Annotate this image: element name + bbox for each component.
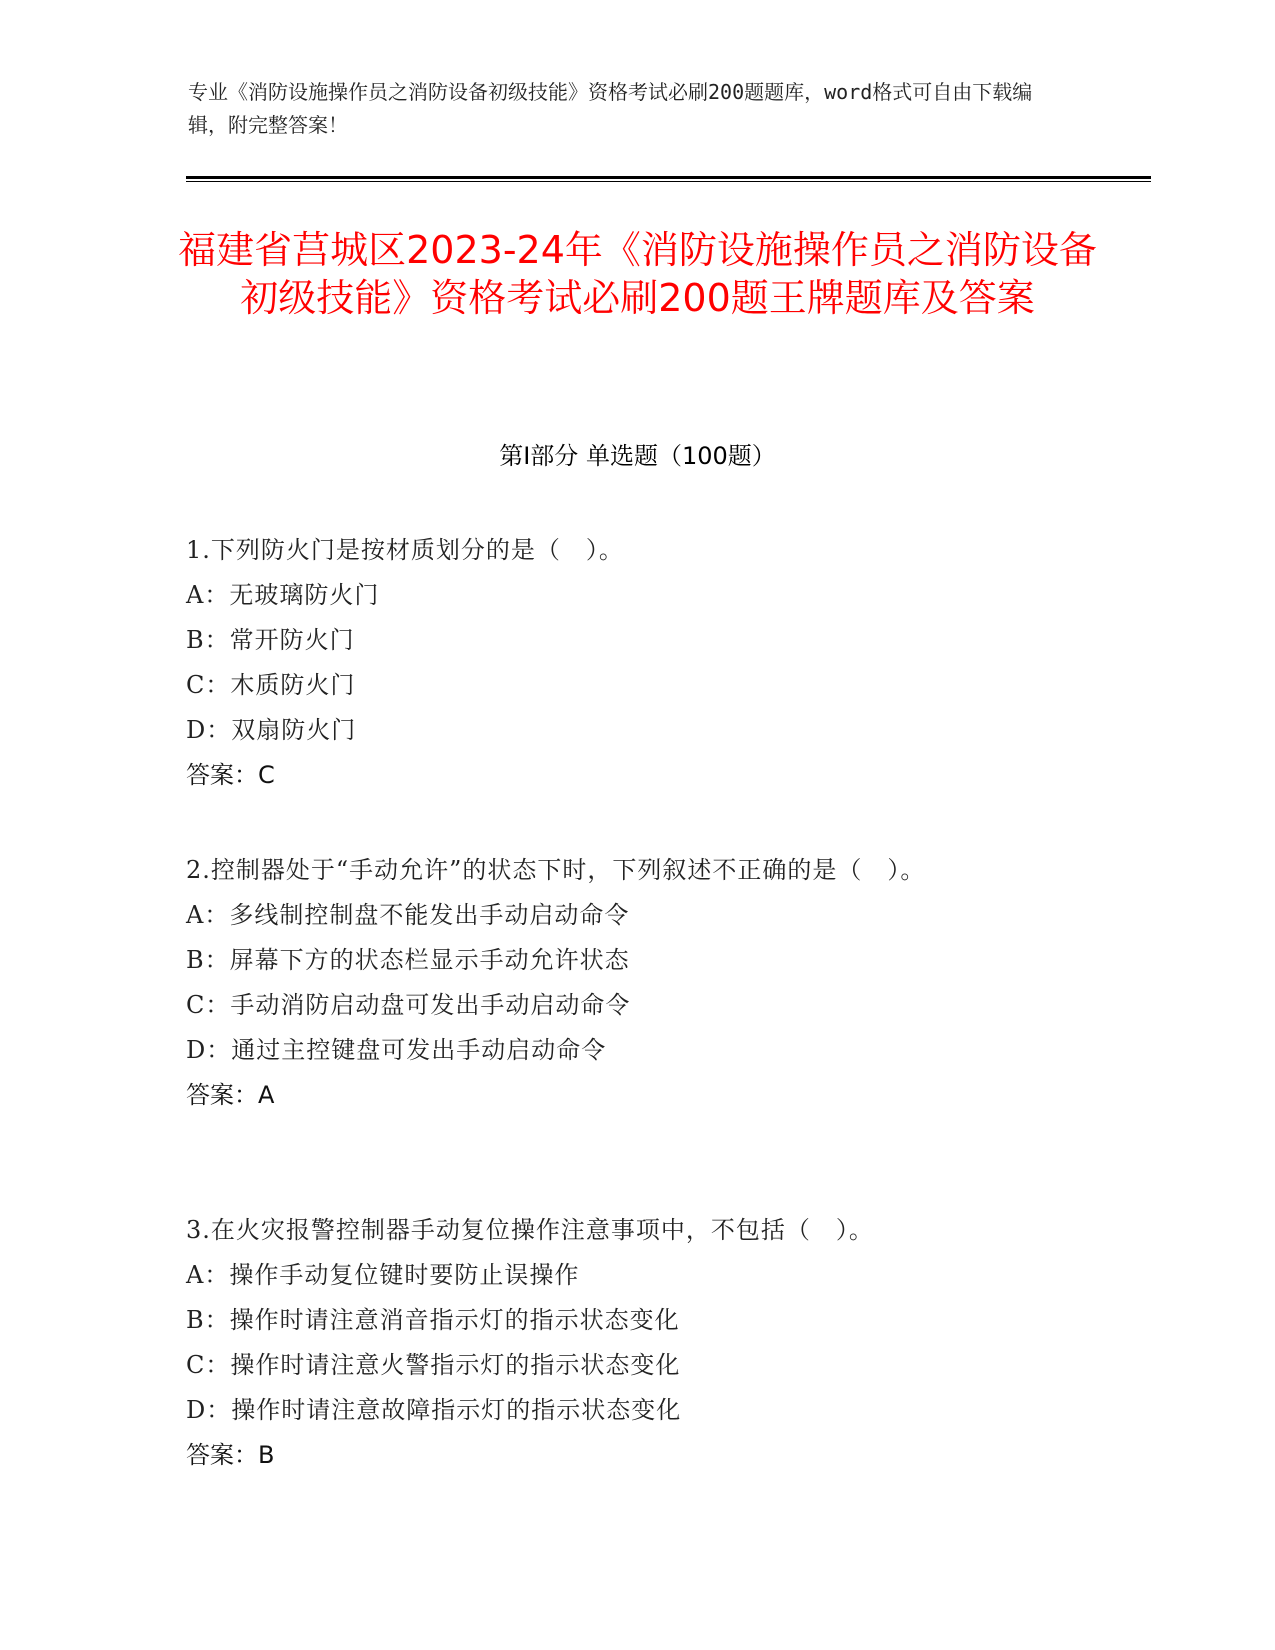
header-divider-thick: [186, 176, 1151, 179]
option-d: D：双扇防火门: [186, 716, 357, 744]
option-b: B：操作时请注意消音指示灯的指示状态变化: [186, 1306, 680, 1334]
document-title: 福建省莒城区2023-24年《消防设施操作员之消防设备初级技能》资格考试必刷200题王牌题库及答案: [178, 228, 1097, 320]
option-c: C：木质防火门: [186, 671, 356, 699]
option-d: D：通过主控键盘可发出手动启动命令: [186, 1036, 607, 1064]
option-b: B：常开防火门: [186, 626, 355, 654]
question-stem: 2.控制器处于“手动允许”的状态下时，下列叙述不正确的是（ ）。: [186, 856, 926, 884]
header-divider-thin: [186, 181, 1151, 182]
header-note: 专业《消防设施操作员之消防设备初级技能》资格考试必刷200题题库，word格式可自由下载编辑，附完整答案！: [188, 80, 1033, 137]
question-1: [186, 528, 1066, 798]
answer: 答案：C: [186, 761, 275, 789]
option-d: D：操作时请注意故障指示灯的指示状态变化: [186, 1396, 682, 1424]
option-b: B：屏幕下方的状态栏显示手动允许状态: [186, 946, 630, 974]
option-c: C：手动消防启动盘可发出手动启动命令: [186, 991, 631, 1019]
option-c: C：操作时请注意火警指示灯的指示状态变化: [186, 1351, 681, 1379]
answer: 答案：A: [186, 1081, 275, 1109]
option-a: A：操作手动复位键时要防止误操作: [186, 1261, 580, 1289]
question-stem: 3.在火灾报警控制器手动复位操作注意事项中，不包括（ ）。: [186, 1216, 874, 1244]
section-heading: 第Ⅰ部分 单选题（100题）: [499, 442, 776, 470]
option-a: A：多线制控制盘不能发出手动启动命令: [186, 901, 630, 929]
question-stem: 1.下列防火门是按材质划分的是（ ）。: [186, 536, 624, 564]
question-2: [186, 848, 1066, 1118]
answer: 答案：B: [186, 1441, 275, 1469]
question-3: [186, 1208, 1066, 1478]
option-a: A：无玻璃防火门: [186, 581, 380, 609]
